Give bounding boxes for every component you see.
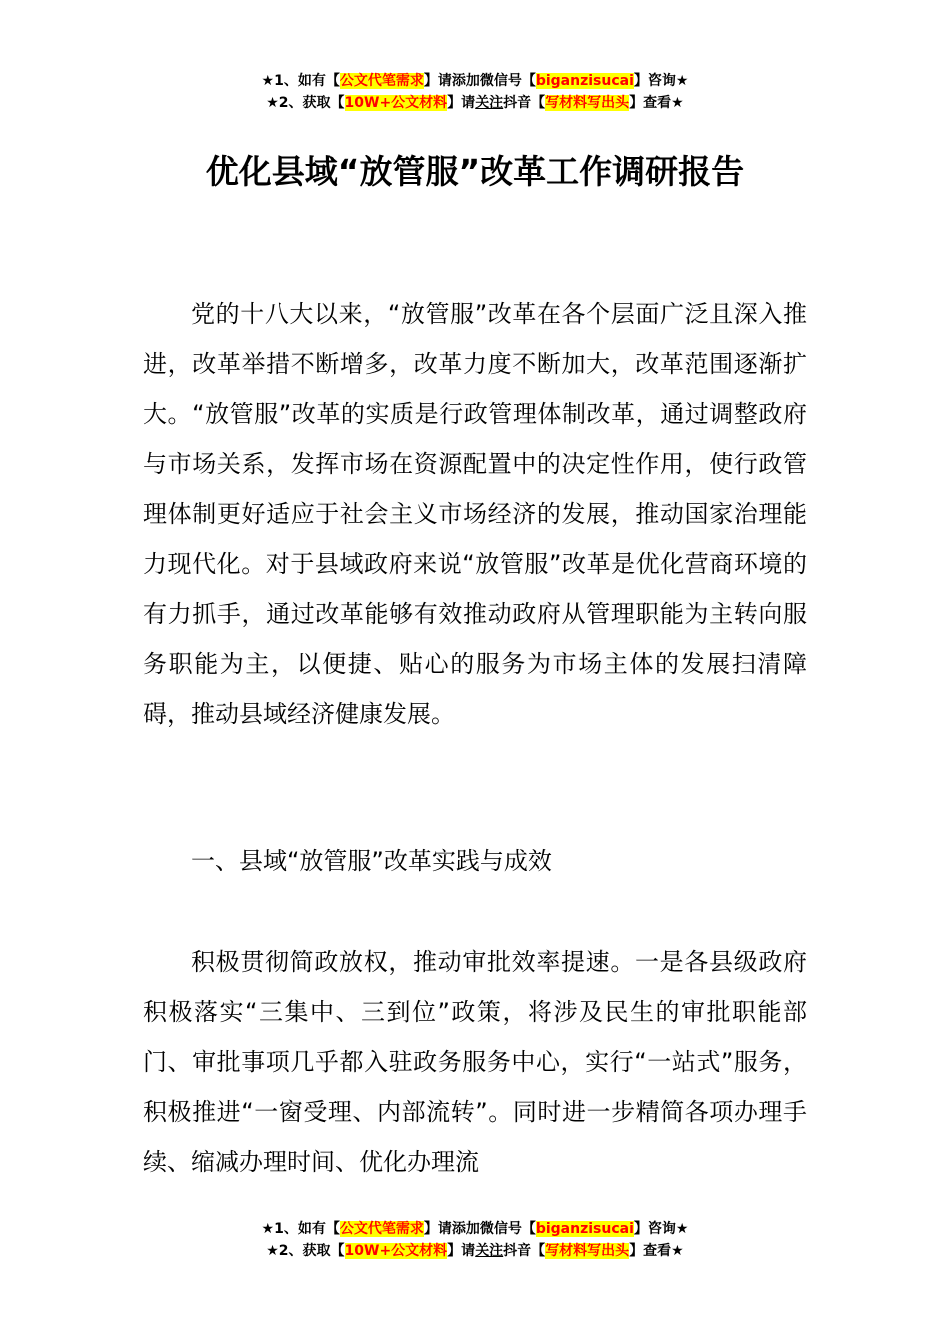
header-promo-banner bbox=[0, 70, 950, 114]
footer-promo-banner bbox=[0, 1218, 950, 1262]
promo-highlight-materials: 10W+公文材料 bbox=[344, 1243, 448, 1259]
promo-highlight-service: 公文代笔需求 bbox=[339, 1221, 424, 1237]
promo-highlight-wechat-id: biganzisucai bbox=[535, 73, 634, 89]
section-heading-1: 一、县域“放管服”改革实践与成效 bbox=[191, 847, 552, 875]
promo-highlight-douyin: 写材料写出头 bbox=[545, 95, 630, 111]
promo-highlight-douyin: 写材料写出头 bbox=[545, 1243, 630, 1259]
paragraph-intro: 党的十八大以来，“放管服”改革在各个层面广泛且深入推进，改革举措不断增多，改革力度不断加大，改革范围逐渐扩大。“放管服”改革的实质是行政管理体制改革，通过调整政府与市场关系，发挥市场在资源配置中的决定性作用，使行政管理体制更好适应于社会主义市场经济的发展，推动国家治理能力现代化。对于县域政府来说“放管服”改革是优化营商环境的有力抓手，通过改革能够有效推动政府从管理职能为主转向服务职能为主，以便捷、贴心的服务为市场主体的发展扫清障碍，推动县域经济健康发展。 bbox=[143, 300, 807, 728]
document-title: 优化县域“放管服”改革工作调研报告 bbox=[205, 152, 745, 191]
promo-line-1: ★1、如有【公文代笔需求】请添加微信号【biganzisucai】咨询★ bbox=[261, 73, 689, 89]
promo-line-2: ★2、获取【10W+公文材料】请关注抖音【写材料写出头】查看★ bbox=[266, 95, 684, 111]
promo-highlight-wechat-id: biganzisucai bbox=[535, 1221, 634, 1237]
paragraph-section-1: 积极贯彻简政放权，推动审批效率提速。一是各县级政府积极落实“三集中、三到位”政策，将涉及民生的审批职能部门、审批事项几乎都入驻政务服务中心，实行“一站式”服务，积极推进“一窗受理、内部流转”。同时进一步精简各项办理手续、缩减办理时间、优化办理流 bbox=[143, 948, 807, 1176]
promo-highlight-service: 公文代笔需求 bbox=[339, 73, 424, 89]
promo-line-2: ★2、获取【10W+公文材料】请关注抖音【写材料写出头】查看★ bbox=[266, 1243, 684, 1259]
promo-highlight-materials: 10W+公文材料 bbox=[344, 95, 448, 111]
promo-line-1: ★1、如有【公文代笔需求】请添加微信号【biganzisucai】咨询★ bbox=[261, 1221, 689, 1237]
